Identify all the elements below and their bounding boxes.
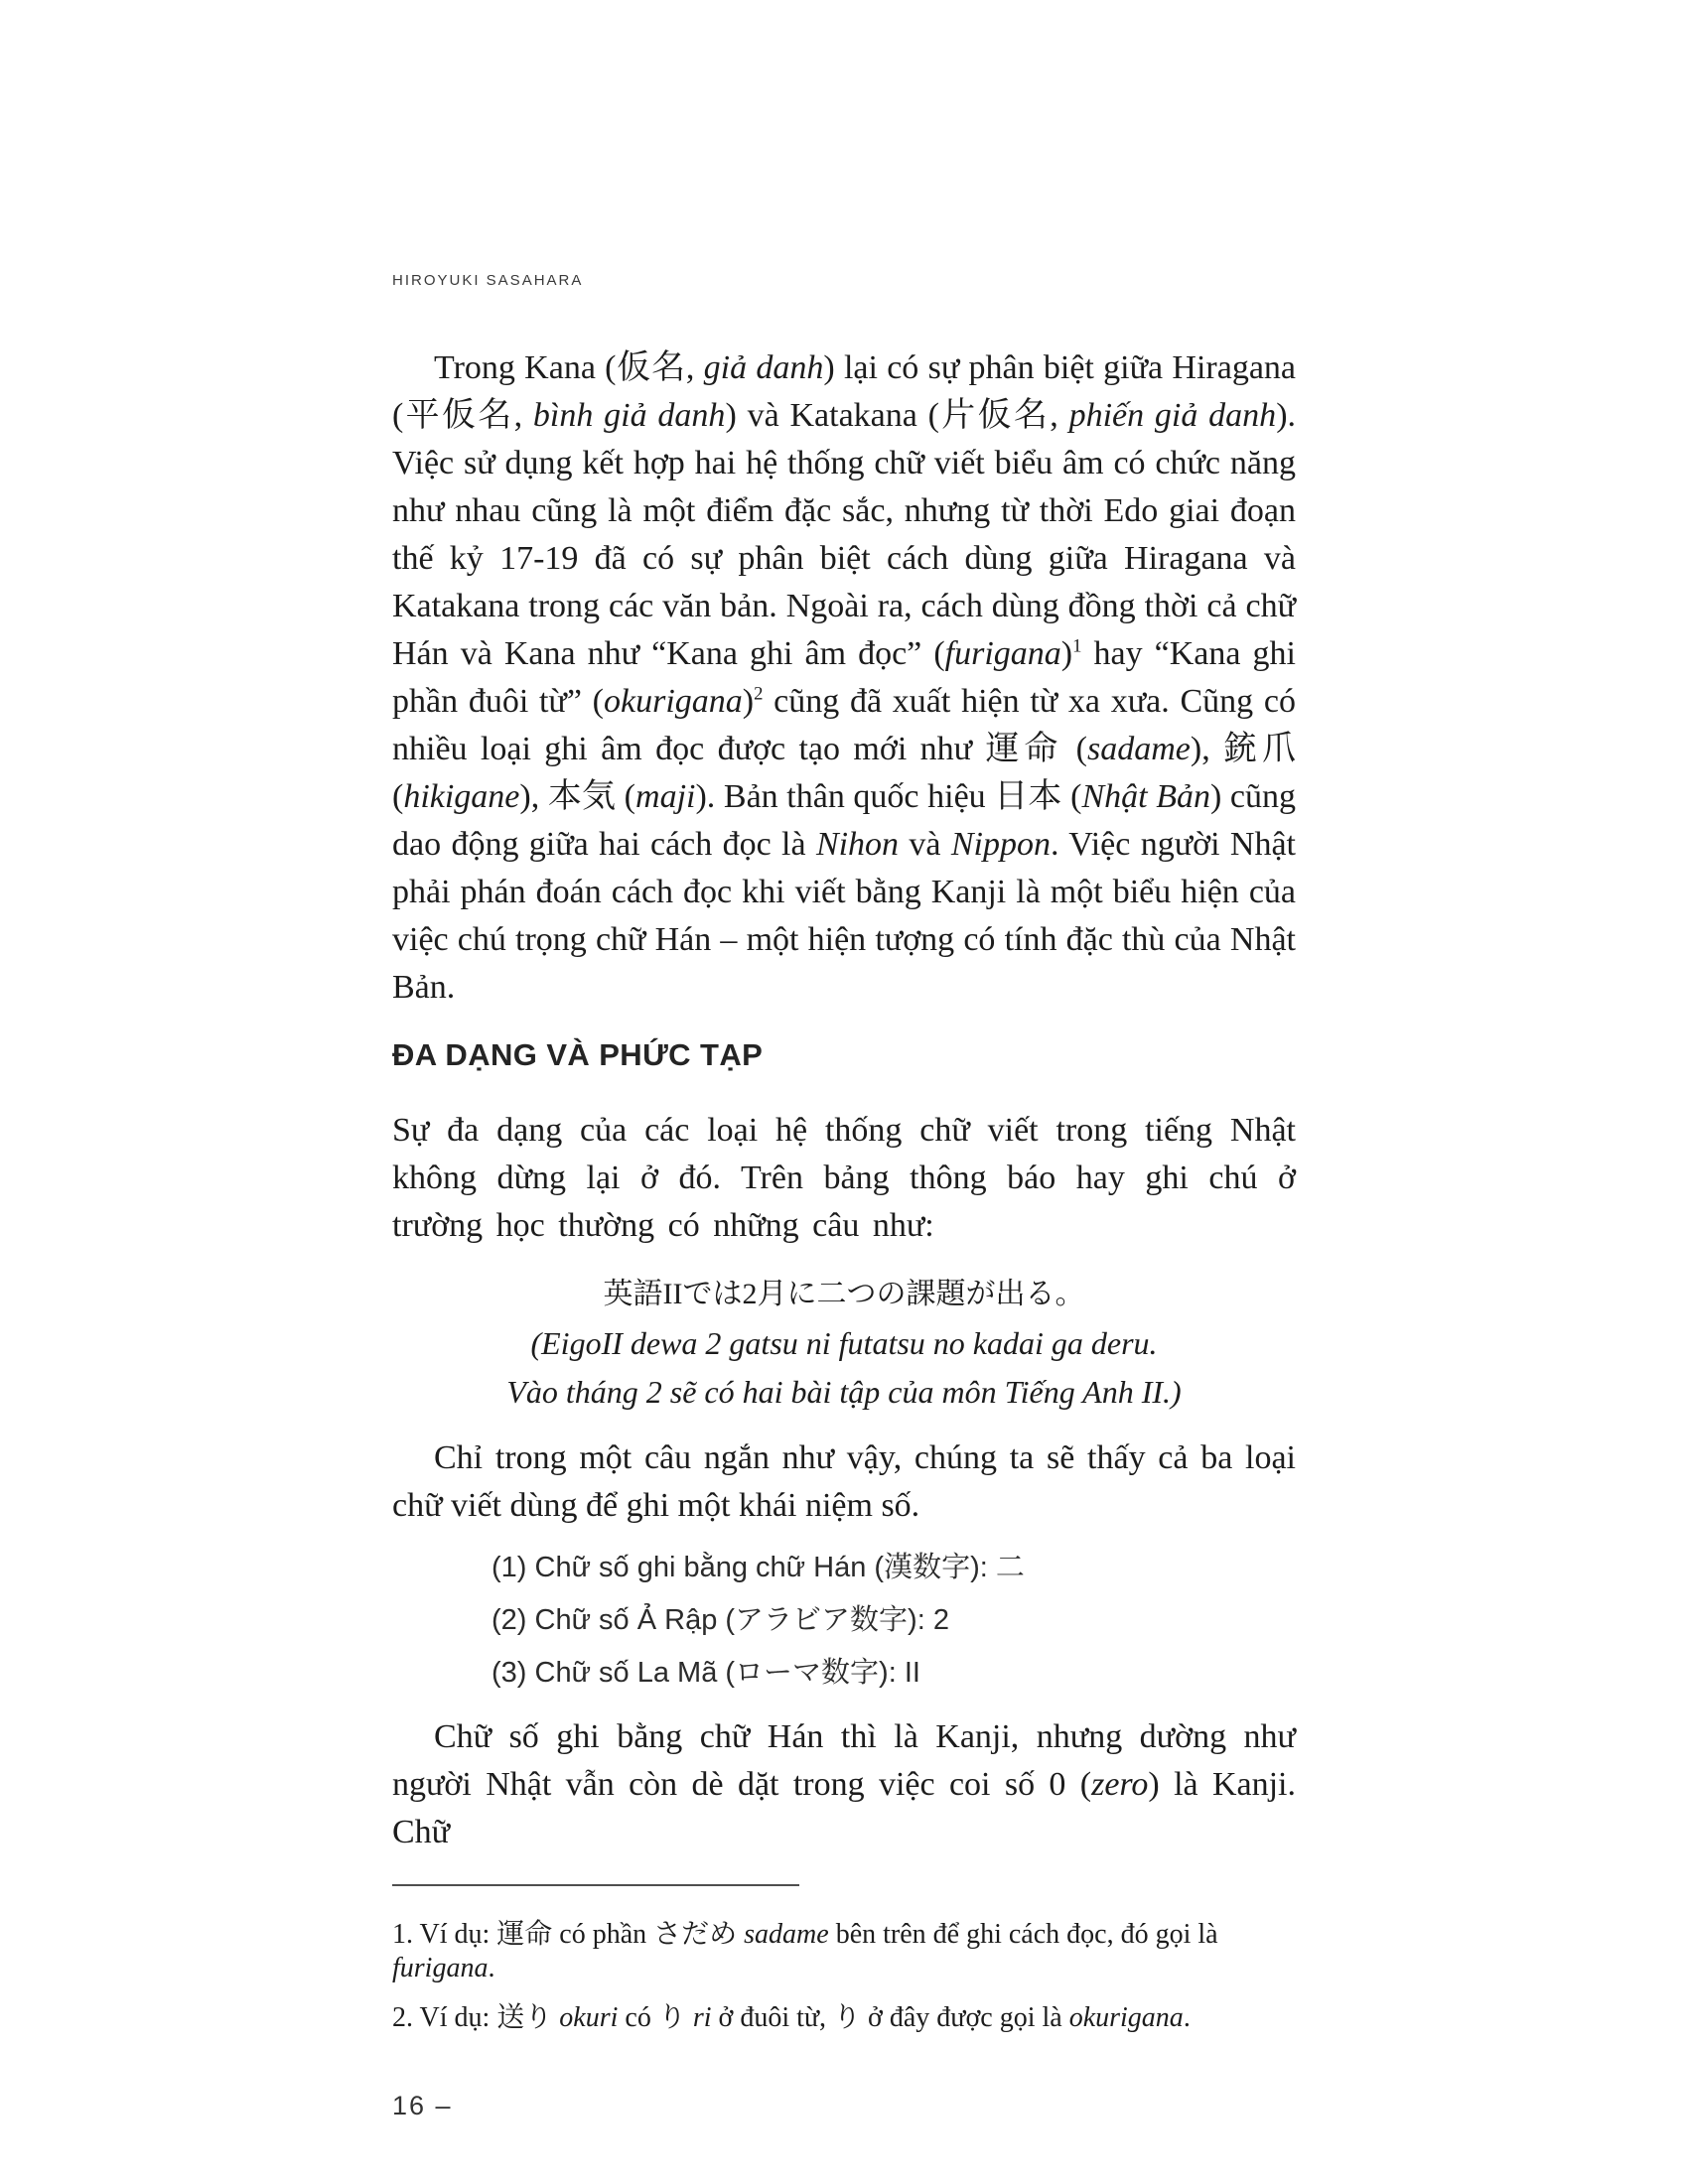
footnote-2: 2. Ví dụ: 送り okuri có り ri ở đuôi từ, り ở đây được gọi là okurigana. [392,2002,1191,2033]
paragraph-kanji-zero: Chữ số ghi bằng chữ Hán thì là Kanji, nhưng dường như người Nhật vẫn còn dè dặt trong việc coi số 0 (zero) là Kanji. Chữ [392,1718,1296,1850]
example-sentence-block [392,1270,1296,1417]
paragraph-three-numeral-types: Chỉ trong một câu ngắn như vậy, chúng ta sẽ thấy cả ba loại chữ viết dùng để ghi một khái niệm số. [392,1439,1296,1524]
paragraph-kana-discussion: Trong Kana (仮名, giả danh) lại có sự phân biệt giữa Hiragana (平仮名, bình giả danh) và Katakana (片仮名, phiến giả danh). Việc sử dụng kết hợp hai hệ thống chữ viết biểu âm có chức năng như nhau cũng là một điểm đặc sắc, nhưng từ thời Edo giai đoạn thế kỷ 17-19 đã có sự phân biệt cách dùng giữa Hiragana và Katakana trong các văn bản. Ngoài ra, cách dùng đồng thời cả chữ Hán và Kana như “Kana ghi âm đọc” (furigana)$^1$ hay “Kana ghi phần đuôi từ” (okurigana)$^2$ cũng đã xuất hiện từ xa xưa. Cũng có nhiều loại ghi âm đọc được tạo mới như 運命 (sadame), 銃爪 (hikigane), 本気 (maji). Bản thân quốc hiệu 日本 (Nhật Bản) cũng dao động giữa hai cách đọc là Nihon và Nippon. Việc người Nhật phải phán đoán cách đọc khi viết bằng Kanji là một biểu hiện của việc chú trọng chữ Hán – một hiện tượng có tính đặc thù của Nhật Bản. [392,349,1297,1006]
page-number: 16 – [392,2091,453,2120]
footnote-divider [392,1884,799,1886]
text-column [392,0,1296,2121]
numeral-type-list [392,1542,1296,1700]
section-heading: ĐA DẠNG VÀ PHỨC TẠP [392,1037,764,1072]
footnote-1: 1. Ví dụ: 運命 có phần さだめ sadame bên trên để ghi cách đọc, đó gọi là furigana. [392,1919,1218,1983]
example-romaji-line: (EigoII dewa 2 gatsu ni futatsu no kadai ga deru. [530,1325,1158,1361]
list-item-roman-numeral: (3) Chữ số La Mã (ローマ数字): II [492,1657,920,1689]
example-vietnamese-translation: Vào tháng 2 sẽ có hai bài tập của môn Tiếng Anh II.) [506,1374,1182,1410]
paragraph-diversity-intro: Sự đa dạng của các loại hệ thống chữ viết trong tiếng Nhật không dừng lại ở đó. Trên bảng thông báo hay ghi chú ở trường học thường có những câu như: [392,1112,1296,1244]
list-item-arabic-numeral: (2) Chữ số Ả Rập (アラビア数字): 2 [492,1604,949,1636]
example-japanese-sentence: 英語IIでは2月に二つの課題が出る。 [603,1278,1085,1310]
running-header-author: HIROYUKI SASAHARA [392,272,584,289]
list-item-kanji-numeral: (1) Chữ số ghi bằng chữ Hán (漢数字): 二 [492,1552,1025,1583]
